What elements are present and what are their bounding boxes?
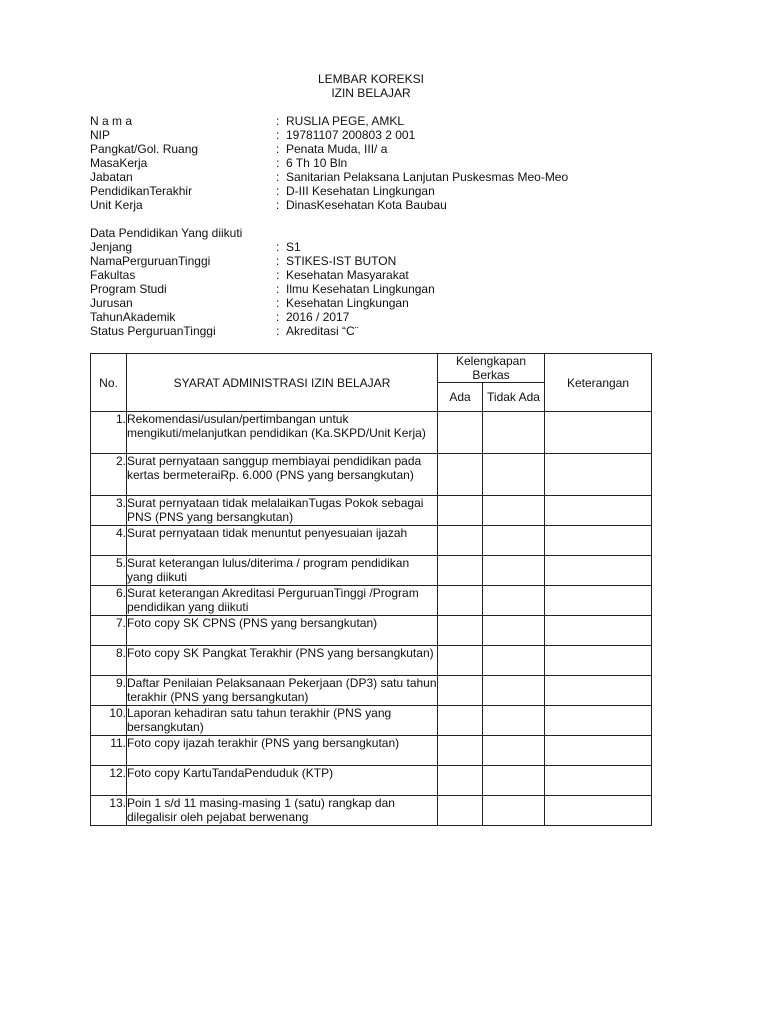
cell-ada xyxy=(438,526,483,556)
cell-tidak-ada xyxy=(483,412,545,454)
education-info xyxy=(90,240,652,338)
cell-keterangan xyxy=(545,586,652,616)
table-row xyxy=(91,766,652,796)
table-row xyxy=(91,736,652,766)
info-value: D-III Kesehatan Lingkungan xyxy=(286,184,435,198)
cell-ada xyxy=(438,706,483,736)
info-value: 2016 / 2017 xyxy=(286,310,350,324)
info-label: Unit Kerja xyxy=(90,198,143,212)
cell-ada xyxy=(438,736,483,766)
table-row xyxy=(91,454,652,496)
row-requirement: Foto copy SK Pangkat Terakhir (PNS yang bersangkutan) xyxy=(127,646,438,676)
info-colon: : xyxy=(276,170,280,184)
table-header-row xyxy=(91,354,652,383)
row-requirement: Surat keterangan Akreditasi PerguruanTinggi /Program pendidikan yang diikuti xyxy=(127,586,438,616)
cell-ada xyxy=(438,616,483,646)
cell-keterangan xyxy=(545,676,652,706)
cell-tidak-ada xyxy=(483,526,545,556)
row-number: 12. xyxy=(91,766,127,796)
row-number: 5. xyxy=(91,556,127,586)
info-value: Akreditasi “C¨ xyxy=(286,324,359,338)
info-row-status-perguruan-tinggi xyxy=(90,324,652,338)
info-row-nama xyxy=(90,114,652,128)
info-label: Status PerguruanTinggi xyxy=(90,324,216,338)
cell-keterangan xyxy=(545,766,652,796)
cell-ada xyxy=(438,496,483,526)
cell-ada xyxy=(438,454,483,496)
cell-tidak-ada xyxy=(483,454,545,496)
cell-tidak-ada xyxy=(483,496,545,526)
cell-ada xyxy=(438,646,483,676)
info-colon: : xyxy=(276,240,280,254)
table-row xyxy=(91,616,652,646)
info-row-tahun-akademik xyxy=(90,310,652,324)
cell-tidak-ada xyxy=(483,766,545,796)
row-number: 7. xyxy=(91,616,127,646)
row-requirement: Laporan kehadiran satu tahun terakhir (PNS yang bersangkutan) xyxy=(127,706,438,736)
row-number: 8. xyxy=(91,646,127,676)
info-row-program-studi xyxy=(90,282,652,296)
header-tidak-ada: Tidak Ada xyxy=(483,383,545,412)
table-row xyxy=(91,496,652,526)
row-requirement: Foto copy SK CPNS (PNS yang bersangkutan) xyxy=(127,616,438,646)
info-row-nip xyxy=(90,128,652,142)
info-value: Kesehatan Masyarakat xyxy=(286,268,409,282)
info-colon: : xyxy=(276,254,280,268)
table-row xyxy=(91,526,652,556)
row-requirement: Rekomendasi/usulan/pertimbangan untuk mengikuti/melanjutkan pendidikan (Ka.SKPD/Unit Kerja) xyxy=(127,412,438,454)
info-colon: : xyxy=(276,310,280,324)
cell-keterangan xyxy=(545,556,652,586)
cell-keterangan xyxy=(545,706,652,736)
cell-tidak-ada xyxy=(483,556,545,586)
cell-ada xyxy=(438,556,483,586)
row-requirement: Poin 1 s/d 11 masing-masing 1 (satu) rangkap dan dilegalisir oleh pejabat berwenang xyxy=(127,796,438,826)
cell-tidak-ada xyxy=(483,796,545,826)
cell-tidak-ada xyxy=(483,706,545,736)
info-value: Kesehatan Lingkungan xyxy=(286,296,409,310)
document-page xyxy=(90,72,652,338)
info-label: Pangkat/Gol. Ruang xyxy=(90,142,199,156)
cell-tidak-ada xyxy=(483,616,545,646)
info-label: Jurusan xyxy=(90,296,133,310)
info-colon: : xyxy=(276,282,280,296)
info-value: S1 xyxy=(286,240,301,254)
row-number: 11. xyxy=(91,736,127,766)
info-row-perguruan-tinggi xyxy=(90,254,652,268)
info-label: Jabatan xyxy=(90,170,133,184)
cell-ada xyxy=(438,676,483,706)
info-row-jurusan xyxy=(90,296,652,310)
info-colon: : xyxy=(276,128,280,142)
table-row xyxy=(91,706,652,736)
row-number: 9. xyxy=(91,676,127,706)
info-row-pendidikan-terakhir xyxy=(90,184,652,198)
info-row-jenjang xyxy=(90,240,652,254)
cell-ada xyxy=(438,796,483,826)
cell-ada xyxy=(438,412,483,454)
info-value: 19781107 200803 2 001 xyxy=(286,128,416,142)
row-number: 4. xyxy=(91,526,127,556)
info-colon: : xyxy=(276,142,280,156)
info-colon: : xyxy=(276,156,280,170)
info-colon: : xyxy=(276,198,280,212)
info-colon: : xyxy=(276,114,280,128)
row-number: 3. xyxy=(91,496,127,526)
info-label: NIP xyxy=(90,128,111,142)
info-value: RUSLIA PEGE, AMKL xyxy=(286,114,405,128)
cell-ada xyxy=(438,586,483,616)
cell-tidak-ada xyxy=(483,586,545,616)
info-value: 6 Th 10 Bln xyxy=(286,156,348,170)
cell-keterangan xyxy=(545,454,652,496)
table-row xyxy=(91,586,652,616)
info-row-masa-kerja xyxy=(90,156,652,170)
header-keterangan: Keterangan xyxy=(545,354,652,412)
cell-tidak-ada xyxy=(483,736,545,766)
info-row-pangkat xyxy=(90,142,652,156)
info-row-fakultas xyxy=(90,268,652,282)
table-row xyxy=(91,676,652,706)
row-number: 6. xyxy=(91,586,127,616)
row-requirement: Surat keterangan lulus/diterima / program pendidikan yang diikuti xyxy=(127,556,438,586)
personal-info xyxy=(90,114,652,212)
table-row xyxy=(91,556,652,586)
row-requirement: Surat pernyataan tidak menuntut penyesuaian ijazah xyxy=(127,526,438,556)
cell-keterangan xyxy=(545,412,652,454)
info-colon: : xyxy=(276,268,280,282)
row-requirement: Surat pernyataan sanggup membiayai pendidikan pada kertas bermeteraiRp. 6.000 (PNS yang bersangkutan) xyxy=(127,454,438,496)
info-label: N a m a xyxy=(90,114,133,128)
cell-keterangan xyxy=(545,496,652,526)
cell-keterangan xyxy=(545,796,652,826)
table-row xyxy=(91,412,652,454)
info-colon: : xyxy=(276,324,280,338)
info-value: STIKES-IST BUTON xyxy=(286,254,397,268)
row-requirement: Foto copy KartuTandaPenduduk (KTP) xyxy=(127,766,438,796)
cell-keterangan xyxy=(545,736,652,766)
title-line-1: LEMBAR KOREKSI xyxy=(317,72,425,86)
header-ada: Ada xyxy=(438,383,483,412)
row-number: 2. xyxy=(91,454,127,496)
table-row xyxy=(91,646,652,676)
cell-tidak-ada xyxy=(483,676,545,706)
cell-keterangan xyxy=(545,526,652,556)
info-value: Penata Muda, III/ a xyxy=(286,142,388,156)
requirements-table xyxy=(90,353,652,826)
row-requirement: Foto copy ijazah terakhir (PNS yang bersangkutan) xyxy=(127,736,438,766)
row-requirement: Surat pernyataan tidak melalaikanTugas Pokok sebagai PNS (PNS yang bersangkutan) xyxy=(127,496,438,526)
info-row-jabatan xyxy=(90,170,652,184)
info-value: DinasKesehatan Kota Baubau xyxy=(286,198,447,212)
row-number: 13. xyxy=(91,796,127,826)
info-label: NamaPerguruanTinggi xyxy=(90,254,211,268)
info-value: Ilmu Kesehatan Lingkungan xyxy=(286,282,435,296)
title-line-2: IZIN BELAJAR xyxy=(331,86,411,100)
info-label: TahunAkademik xyxy=(90,310,176,324)
info-label: Fakultas xyxy=(90,268,136,282)
info-label: MasaKerja xyxy=(90,156,148,170)
header-syarat: SYARAT ADMINISTRASI IZIN BELAJAR xyxy=(127,354,438,412)
row-requirement: Daftar Penilaian Pelaksanaan Pekerjaan (DP3) satu tahun terakhir (PNS yang bersangkutan) xyxy=(127,676,437,704)
cell-keterangan xyxy=(545,616,652,646)
cell-keterangan xyxy=(545,646,652,676)
header-kelengkapan: Kelengkapan Berkas xyxy=(438,354,545,383)
info-row-unit-kerja xyxy=(90,198,652,212)
row-number: 1. xyxy=(91,412,127,454)
info-label: Jenjang xyxy=(90,240,133,254)
cell-tidak-ada xyxy=(483,646,545,676)
info-value: Sanitarian Pelaksana Lanjutan Puskesmas Meo-Meo xyxy=(286,170,569,184)
cell-ada xyxy=(438,766,483,796)
info-colon: : xyxy=(276,184,280,198)
document-title xyxy=(90,72,652,100)
info-label: Program Studi xyxy=(90,282,167,296)
row-number: 10. xyxy=(91,706,127,736)
education-section-title: Data Pendidikan Yang diikuti xyxy=(90,226,243,240)
info-label: PendidikanTerakhir xyxy=(90,184,193,198)
table-row xyxy=(91,796,652,826)
header-no: No. xyxy=(91,354,127,412)
info-colon: : xyxy=(276,296,280,310)
